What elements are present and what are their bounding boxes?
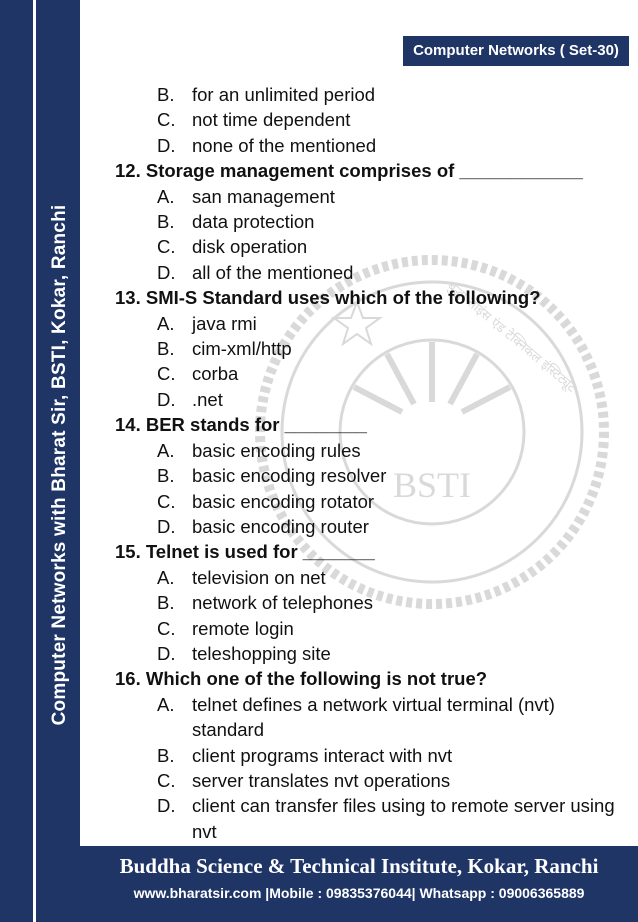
option-11c: C. not time dependent: [157, 109, 351, 131]
sidebar: [0, 0, 80, 922]
option-11b: B. for an unlimited period: [157, 84, 376, 105]
watermark-text: BSTI: [392, 465, 472, 505]
footer-contact-info: www.bharatsir.com |Mobile : 09835376044| Whatsapp : 09006365889: [133, 885, 585, 901]
question-13: 13. SMI-S Standard uses which of the following?: [115, 287, 541, 309]
option-16c: C. server translates nvt operations: [157, 769, 451, 791]
footer-banner: [80, 846, 638, 922]
option-12c: C. disk operation: [157, 236, 308, 258]
question-list: [115, 82, 620, 844]
option-12d: D. all of the mentioned: [157, 261, 354, 283]
option-15b: B. network of telephones: [157, 592, 374, 614]
footer-institute-name: Buddha Science & Technical Institute, Kokar, Ranchi: [119, 854, 599, 878]
sidebar-vertical-title: Computer Networks with Bharat Sir, BSTI, Kokar, Ranchi: [49, 204, 70, 726]
option-14b: B. basic encoding resolver: [157, 465, 387, 487]
option-12a: A. san management: [157, 185, 335, 207]
question-12: 12. Storage management comprises of ____________: [115, 160, 583, 182]
option-14c: C. basic encoding rotator: [157, 490, 375, 512]
option-16b: B. client programs interact with nvt: [157, 744, 453, 766]
sidebar-divider-line: [33, 0, 36, 922]
option-15c: C. remote login: [157, 617, 294, 639]
option-11d: D. none of the mentioned: [157, 134, 377, 156]
question-15: 15. Telnet is used for _______: [115, 541, 375, 563]
option-16a: A. telnet defines a network virtual terminal (nvt) standard: [157, 693, 555, 741]
question-16: 16. Which one of the following is not true?: [115, 668, 488, 690]
option-13a: A. java rmi: [157, 312, 257, 334]
option-13c: C. corba: [157, 363, 239, 385]
option-13b: B. cim-xml/http: [157, 338, 292, 360]
option-15a: A. television on net: [157, 566, 326, 588]
option-16d: D. client can transfer files using to remote server using nvt: [157, 795, 615, 842]
question-14: 14. BER stands for ________: [115, 414, 367, 436]
watermark-ring-text: बुद्धा साइंस एंड टेक्निकल इंस्टिट्यूट: [443, 279, 579, 396]
option-12b: B. data protection: [157, 211, 315, 233]
option-13d: D. .net: [157, 388, 223, 410]
option-15d: D. teleshopping site: [157, 642, 331, 664]
set-badge: Computer Networks ( Set-30): [403, 36, 629, 66]
option-14d: D. basic encoding router: [157, 515, 369, 537]
option-14a: A. basic encoding rules: [157, 439, 361, 461]
